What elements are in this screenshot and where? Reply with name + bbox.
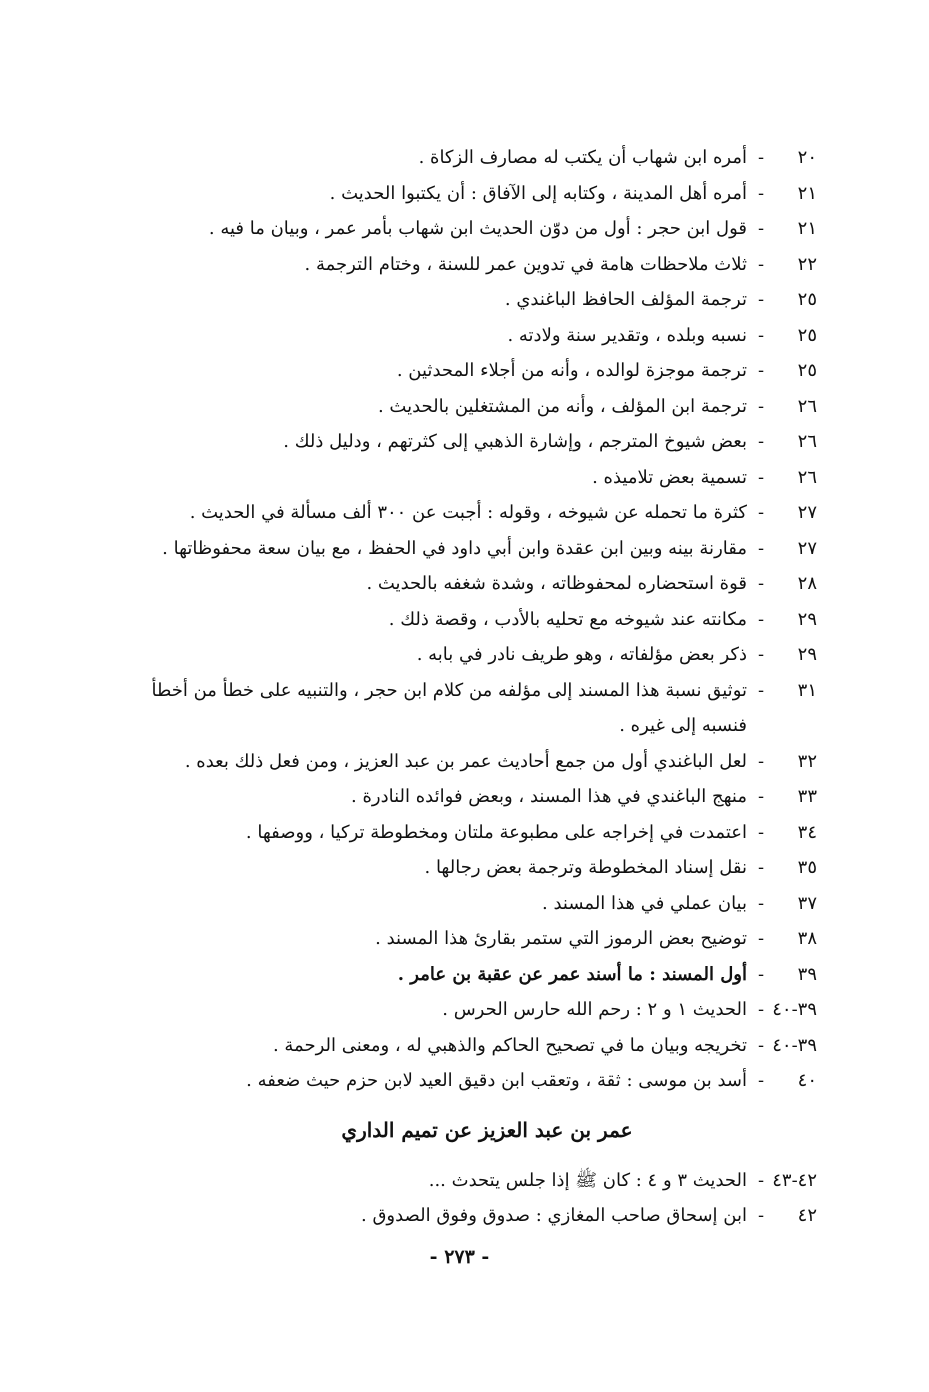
entry-text: مقارنة بينه وبين ابن عقدة وابن أبي داود في الحفظ ، مع بيان سعة محفوظاتها . <box>162 537 747 559</box>
entry-dash: - <box>757 857 765 878</box>
entry-dash: - <box>757 928 765 949</box>
toc-entry <box>117 673 817 744</box>
toc-entry <box>117 957 817 993</box>
toc-entries <box>117 140 817 1099</box>
entry-page-number: ٢٧ <box>797 537 817 559</box>
section-title: عمر بن عبد العزيز عن تميم الداري <box>341 1117 633 1142</box>
entry-text: الحديث ١ و ٢ : رحم الله حارس الحرس . <box>442 999 747 1020</box>
entry-page-number: ٢٩ <box>797 644 817 665</box>
entry-page-number: ٢٥ <box>797 360 817 381</box>
entry-dash: - <box>757 786 765 807</box>
entry-dash: - <box>757 253 765 275</box>
toc-entry <box>117 602 817 638</box>
toc-entry <box>117 637 817 673</box>
entry-dash: - <box>757 431 765 452</box>
toc-entry <box>117 744 817 780</box>
entry-dash: - <box>757 537 765 559</box>
entry-page-number: ٢٥ <box>797 289 817 310</box>
toc-entry <box>117 992 817 1028</box>
entry-text: تسمية بعض تلاميذه . <box>592 466 747 488</box>
entry-dash: - <box>757 147 765 168</box>
entry-dash: - <box>757 679 765 701</box>
toc-entry <box>117 779 817 815</box>
entry-text: كثرة ما تحمله عن شيوخه ، وقوله : أجبت عن ٣٠٠ ألف مسألة في الحديث . <box>189 502 747 523</box>
entry-page-number: ٣٤ <box>797 821 817 843</box>
entry-text: توضيح بعض الرموز التي ستمر بقارئ هذا المسند . <box>375 928 747 949</box>
entry-dash: - <box>757 1070 765 1091</box>
entry-dash: - <box>757 573 765 594</box>
entry-text: الحديث ٣ و ٤ : كان ﷺ إذا جلس يتحدث ... <box>428 1169 747 1191</box>
toc-entry <box>117 850 817 886</box>
toc-entry <box>117 495 817 531</box>
entry-page-number: ٢٠ <box>797 147 817 168</box>
entry-text: توثيق نسبة هذا المسند إلى مؤلفه من كلام ابن حجر ، والتنبيه على خطأ من أخطأ فنسبه إلى غيره . <box>151 679 747 736</box>
entry-text: نقل إسناد المخطوطة وترجمة بعض رجالها . <box>424 857 747 878</box>
entry-page-number: ٣٨ <box>797 928 817 949</box>
toc-entry <box>117 1198 817 1234</box>
toc-entry <box>117 318 817 354</box>
entry-page-number: ٤٢-٤٣ <box>772 1169 817 1191</box>
entry-text: ابن إسحاق صاحب المغازي : صدوق وفوق الصدوق . <box>361 1205 747 1226</box>
entry-text: ذكر بعض مؤلفاته ، وهو طريف نادر في بابه . <box>416 644 747 665</box>
entry-page-number: ٢٢ <box>797 253 817 275</box>
toc-entry <box>117 531 817 567</box>
entry-text: ترجمة موجزة لوالده ، وأنه من أجلاء المحدثين . <box>396 360 747 381</box>
entry-text: قوة استحضاره لمحفوظاته ، وشدة شغفه بالحديث . <box>366 573 747 594</box>
page-number: - ٢٧٣ - <box>429 1246 490 1268</box>
entry-dash: - <box>757 1169 765 1191</box>
toc-entry <box>117 353 817 389</box>
entry-dash: - <box>757 360 765 381</box>
entry-dash: - <box>757 1034 765 1056</box>
entry-text: أسد بن موسى : ثقة ، وتعقب ابن دقيق العيد لابن حزم حيث ضعفه . <box>246 1070 747 1091</box>
toc-entry <box>117 921 817 957</box>
entry-dash: - <box>757 324 765 346</box>
toc-entry <box>117 140 817 176</box>
entry-page-number: ٢١ <box>797 182 817 204</box>
entry-page-number: ٤٠ <box>797 1070 817 1091</box>
entry-text: تخريجه وبيان ما في تصحيح الحاكم والذهبي له ، ومعنى الرحمة . <box>272 1034 747 1056</box>
entry-page-number: ٣٢ <box>797 750 817 772</box>
entry-dash: - <box>757 892 765 914</box>
toc-entry <box>117 389 817 425</box>
entry-dash: - <box>757 644 765 665</box>
entry-dash: - <box>757 821 765 843</box>
entry-page-number: ٢٥ <box>797 324 817 346</box>
entry-dash: - <box>757 963 765 985</box>
toc-entry <box>117 1063 817 1099</box>
entry-text: بعض شيوخ المترجم ، وإشارة الذهبي إلى كثرتهم ، ودليل ذلك . <box>283 431 747 452</box>
entry-dash: - <box>757 182 765 204</box>
entry-page-number: ٣٧ <box>797 892 817 914</box>
entry-page-number: ٣٩-٤٠ <box>772 999 817 1020</box>
entry-page-number: ٢١ <box>797 218 817 239</box>
entry-page-number: ٣٥ <box>797 857 817 878</box>
entry-dash: - <box>757 466 765 488</box>
toc-entry <box>117 1163 817 1199</box>
toc-entry <box>117 566 817 602</box>
entry-page-number: ٢٧ <box>797 502 817 523</box>
entry-text: نسبه وبلده ، وتقدير سنة ولادته . <box>507 324 747 346</box>
entry-dash: - <box>757 502 765 523</box>
entry-page-number: ٢٩ <box>797 608 817 630</box>
entry-text: قول ابن حجر : أول من دوّن الحديث ابن شهاب بأمر عمر ، وبيان ما فيه . <box>208 218 747 239</box>
entry-dash: - <box>757 395 765 417</box>
toc-entries-after <box>117 1163 817 1234</box>
table-of-contents <box>117 140 817 1234</box>
entry-text: أول المسند : ما أسند عمر عن عقبة بن عامر . <box>397 963 747 985</box>
toc-entry <box>117 211 817 247</box>
toc-entry <box>117 1028 817 1064</box>
entry-dash: - <box>757 999 765 1020</box>
entry-page-number: ٢٦ <box>797 431 817 452</box>
entry-text: ترجمة المؤلف الحافظ الباغندي . <box>504 289 747 310</box>
entry-page-number: ٢٦ <box>797 395 817 417</box>
toc-entry <box>117 247 817 283</box>
entry-page-number: ٣١ <box>797 679 817 701</box>
entry-text: ترجمة ابن المؤلف ، وأنه من المشتغلين بالحديث . <box>377 395 747 417</box>
entry-page-number: ٣٣ <box>797 786 817 807</box>
entry-text: اعتمدت في إخراجه على مطبوعة ملتان ومخطوطة تركيا ، ووصفها . <box>245 821 747 843</box>
entry-text: لعل الباغندي أول من جمع أحاديث عمر بن عبد العزيز ، ومن فعل ذلك بعده . <box>184 750 747 772</box>
entry-text: أمره ابن شهاب أن يكتب له مصارف الزكاة . <box>418 147 747 168</box>
entry-page-number: ٢٦ <box>797 466 817 488</box>
entry-text: بيان عملي في هذا المسند . <box>542 892 747 914</box>
toc-entry <box>117 815 817 851</box>
entry-page-number: ٣٩-٤٠ <box>772 1034 817 1056</box>
toc-entry <box>117 176 817 212</box>
entry-page-number: ٤٢ <box>797 1205 817 1226</box>
toc-entry <box>117 282 817 318</box>
entry-dash: - <box>757 608 765 630</box>
entry-dash: - <box>757 218 765 239</box>
entry-page-number: ٢٨ <box>797 573 817 594</box>
entry-page-number: ٣٩ <box>797 963 817 985</box>
entry-dash: - <box>757 289 765 310</box>
toc-entry <box>117 886 817 922</box>
entry-dash: - <box>757 1205 765 1226</box>
entry-dash: - <box>757 750 765 772</box>
entry-text: مكانته عند شيوخه مع تحليه بالأدب ، وقصة ذلك . <box>388 608 747 630</box>
toc-entry <box>117 460 817 496</box>
entry-text: ثلاث ملاحظات هامة في تدوين عمر للسنة ، وختام الترجمة . <box>304 253 747 275</box>
entry-text: منهج الباغندي في هذا المسند ، وبعض فوائده النادرة . <box>351 786 747 807</box>
toc-entry <box>117 424 817 460</box>
entry-text: أمره أهل المدينة ، وكتابه إلى الآفاق : أن يكتبوا الحديث . <box>329 182 747 204</box>
